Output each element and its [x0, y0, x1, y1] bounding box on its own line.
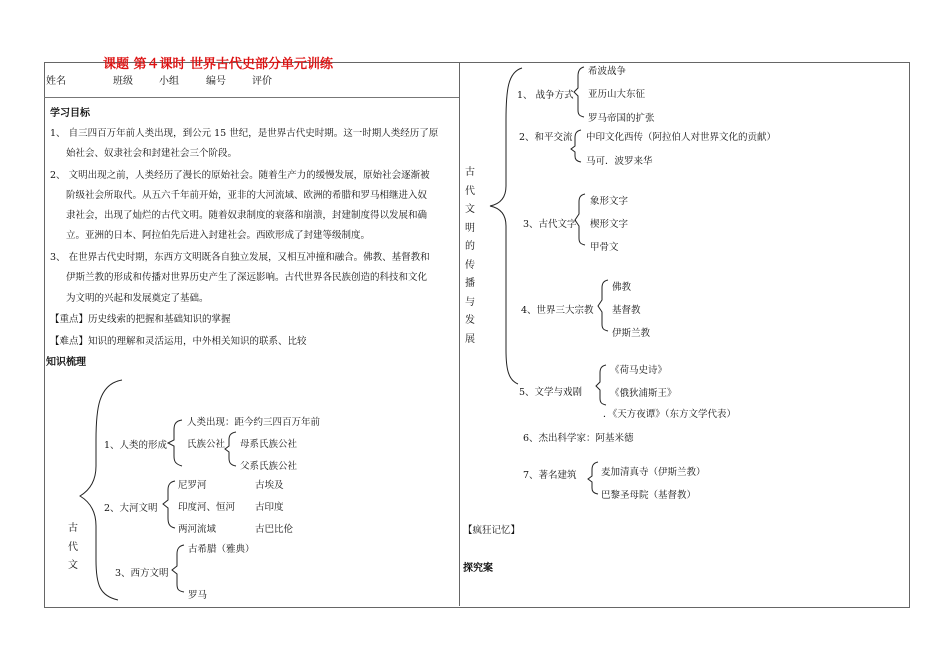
outline-root-vertical: 古代文 — [68, 523, 78, 571]
ancient-greece: 古希腊（雅典） — [188, 544, 255, 555]
goal-1-line-2: 始社会、奴隶社会和封建社会三个阶段。 — [66, 148, 238, 159]
building-item-2: 巴黎圣母院（基督教） — [601, 490, 697, 501]
peaceful-exchange: 2、和平交流 — [519, 132, 573, 143]
literature-item-2: 《俄狄浦斯王》 — [610, 388, 677, 399]
outline-heading: 知识梳理 — [46, 357, 86, 368]
river-3-name: 两河流域 — [178, 524, 217, 535]
goal-2-line-3: 隶社会，出现了灿烂的古代文明。随着奴隶制度的衰落和崩溃，封建制度得以发展和确 — [66, 210, 428, 221]
outstanding-scientist: 6、杰出科学家：阿基米德 — [523, 433, 634, 444]
ancient-scripts: 3、古代文字 — [523, 219, 577, 230]
key-point: 【重点】历史线索的把握和基础知识的掌握 — [50, 314, 231, 325]
exchange-item-2: 马可．波罗来华 — [586, 156, 653, 167]
field-number: 编号 — [206, 76, 226, 87]
field-evaluation: 评价 — [252, 76, 272, 87]
branch-western-civilization: 3、西方文明 — [115, 568, 169, 579]
goal-2-line-2: 阶级社会所取代。从五六千年前开始，亚非的大河流域、欧洲的希腊和罗马相继进入奴 — [66, 190, 428, 201]
script-item-2: 楔形文字 — [590, 219, 629, 230]
literature-item-1: 《荷马史诗》 — [610, 365, 668, 376]
goals-heading: 学习目标 — [50, 108, 90, 119]
river-2-civ: 古印度 — [255, 502, 284, 513]
goal-3-line-1: 3、 在世界古代史时期，东西方文明既各自独立发展，又相互冲撞和融合。佛教、基督教和 — [50, 252, 430, 263]
goal-3-line-3: 为文明的兴起和发展奠定了基础。 — [66, 293, 209, 304]
field-group: 小组 — [159, 76, 179, 87]
script-item-3: 甲骨文 — [590, 242, 619, 253]
branch-river-civilizations: 2、大河文明 — [104, 503, 158, 514]
page-title: 课题 第４课时 世界古代史部分单元训练 — [103, 57, 334, 72]
branch-human-origin: 1、人类的形成 — [104, 440, 168, 451]
goal-1-line-1: 1、 自三四百万年前人类出现，到公元 15 世纪，是世界古代史时期。这一时期人类经历了原 — [50, 128, 439, 139]
crazy-memory-heading: 【疯狂记忆】 — [463, 525, 521, 536]
literature-item-3: ．《天方夜谭》（东方文学代表） — [603, 409, 737, 420]
river-1-name: 尼罗河 — [178, 480, 207, 491]
river-3-civ: 古巴比伦 — [255, 524, 294, 535]
war-item-2: 亚历山大东征 — [588, 89, 646, 100]
script-item-1: 象形文字 — [590, 196, 629, 207]
famous-buildings: 7、著名建筑 — [523, 470, 577, 481]
building-item-1: 麦加清真寺（伊斯兰教） — [601, 467, 706, 478]
human-appearance: 人类出现：距今约三四百万年前 — [187, 417, 321, 428]
field-class: 班级 — [113, 76, 133, 87]
war-item-3: 罗马帝国的扩张 — [588, 113, 655, 124]
religion-item-1: 佛教 — [612, 282, 632, 293]
three-religions: 4、世界三大宗教 — [521, 305, 594, 316]
river-1-civ: 古埃及 — [255, 480, 284, 491]
war-item-1: 希波战争 — [588, 66, 627, 77]
clan-commune: 氏族公社 — [187, 439, 226, 450]
right-root-vertical: 古代文明的传播与发展 — [465, 167, 475, 345]
explore-heading: 探究案 — [463, 563, 493, 574]
goal-2-line-1: 2、 文明出现之前，人类经历了漫长的原始社会。随着生产力的缓慢发展，原始社会逐渐被 — [50, 170, 430, 181]
war-methods: 1、 战争方式 — [517, 90, 574, 101]
goal-3-line-2: 伊斯兰教的形成和传播对世界历史产生了深远影响。古代世界各民族创造的科技和文化 — [66, 272, 428, 283]
river-2-name: 印度河、恒河 — [178, 502, 236, 513]
field-name: 姓名 — [46, 76, 66, 87]
patriarchal-commune: 父系氏族公社 — [240, 461, 298, 472]
rome: 罗马 — [188, 590, 208, 601]
religion-item-3: 伊斯兰教 — [612, 328, 651, 339]
difficult-point: 【难点】知识的理解和灵活运用，中外相关知识的联系、比较 — [50, 336, 307, 347]
goal-2-line-4: 立。亚洲的日本、阿拉伯先后进入封建社会。西欧形成了封建等级制度。 — [66, 230, 371, 241]
exchange-item-1: 中印文化西传（阿拉伯人对世界文化的贡献） — [586, 132, 777, 143]
religion-item-2: 基督教 — [612, 305, 641, 316]
matriarchal-commune: 母系氏族公社 — [240, 439, 298, 450]
literature-drama: 5、文学与戏剧 — [519, 387, 583, 398]
